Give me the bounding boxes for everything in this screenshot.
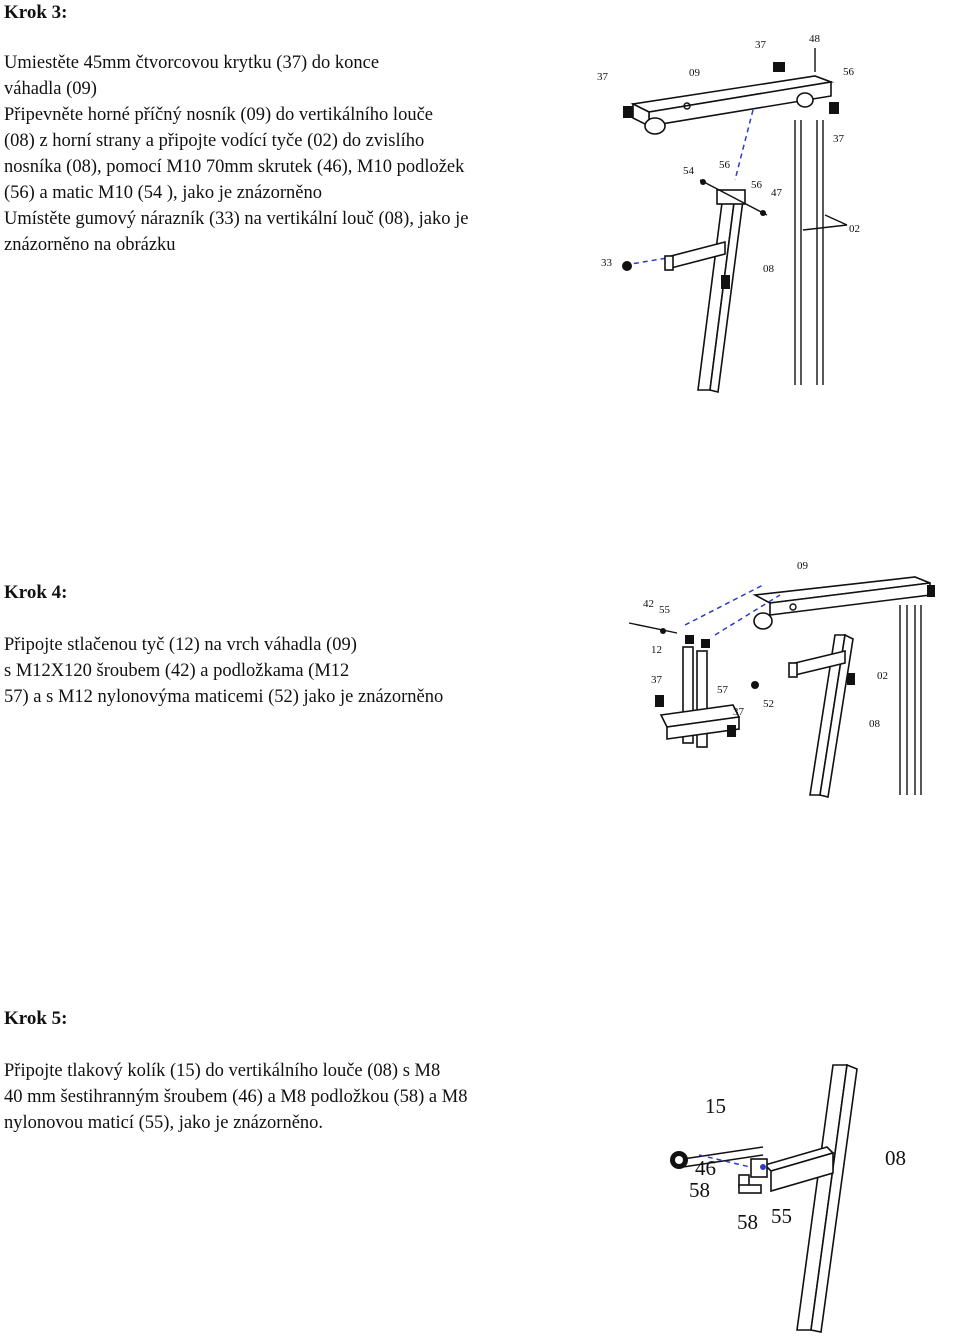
step-3-line: (56) a matic M10 (54 ), jako je znázorněno xyxy=(4,183,322,203)
part-label: 42 xyxy=(643,598,654,610)
part-label: 47 xyxy=(771,187,782,199)
part-label: 12 xyxy=(651,644,662,656)
step-3-line: nosníka (08), pomocí M10 70mm skrutek (46), M10 podložek xyxy=(4,157,465,177)
part-label: 57 xyxy=(717,684,728,696)
step-3-line: znázorněno na obrázku xyxy=(4,235,176,255)
part-label: 58 xyxy=(737,1210,758,1234)
step-5-line: 40 mm šestihranným šroubem (46) a M8 podložkou (58) a M8 xyxy=(4,1087,468,1107)
part-label: 15 xyxy=(705,1094,726,1118)
part-label: 46 xyxy=(695,1156,716,1180)
part-label: 09 xyxy=(797,560,808,572)
step-4-heading: Krok 4: xyxy=(4,582,68,603)
part-label: 55 xyxy=(771,1204,792,1228)
part-label: 58 xyxy=(689,1178,710,1202)
part-label: 09 xyxy=(689,67,700,79)
step-5-text xyxy=(4,1058,467,1136)
step-3-text xyxy=(4,50,468,258)
step-4-diagram xyxy=(615,555,945,800)
step-5-heading: Krok 5: xyxy=(4,1008,68,1029)
part-label: 02 xyxy=(877,670,888,682)
part-label: 08 xyxy=(869,718,880,730)
step-3-diagram xyxy=(585,20,895,410)
part-label: 56 xyxy=(843,66,854,78)
part-label: 55 xyxy=(659,604,670,616)
step-3-line: Umístěte gumový nárazník (33) na vertikální louč (08), jako je xyxy=(4,209,469,229)
part-label: 54 xyxy=(683,165,694,177)
part-label: 48 xyxy=(809,33,820,45)
part-label: 56 xyxy=(719,159,730,171)
step-4-line: s M12X120 šroubem (42) a podložkama (M12 xyxy=(4,661,350,681)
part-label: 37 xyxy=(833,133,844,145)
step-5-diagram xyxy=(655,1055,945,1335)
part-label: 33 xyxy=(601,257,612,269)
step-5-line: Připojte tlakový kolík (15) do vertikálního louče (08) s M8 xyxy=(4,1061,441,1081)
step-3-line: váhadla (09) xyxy=(4,79,97,99)
part-label: 56 xyxy=(751,179,762,191)
part-label: 37 xyxy=(733,706,744,718)
step-3-line: Umiestěte 45mm čtvorcovou krytku (37) do konce xyxy=(4,53,380,73)
part-label: 02 xyxy=(849,223,860,235)
step-3-heading: Krok 3: xyxy=(4,2,68,23)
step-4-line: 57) a s M12 nylonovýma maticemi (52) jako je znázorněno xyxy=(4,687,444,707)
part-label: 37 xyxy=(651,674,662,686)
step-4-text xyxy=(4,632,443,710)
step-4-line: Připojte stlačenou tyč (12) na vrch váhadla (09) xyxy=(4,635,357,655)
part-label: 37 xyxy=(597,71,608,83)
part-label: 37 xyxy=(755,39,766,51)
part-label: 08 xyxy=(763,263,774,275)
step-3-line: (08) z horní strany a připojte vodící tyče (02) do zvislího xyxy=(4,131,425,151)
step-3-line: Připevněte horné příčný nosník (09) do vertikálního louče xyxy=(4,105,433,125)
step-5-line: nylonovou maticí (55), jako je znázorněno. xyxy=(4,1113,324,1133)
part-label: 08 xyxy=(885,1146,906,1170)
part-label: 52 xyxy=(763,698,774,710)
